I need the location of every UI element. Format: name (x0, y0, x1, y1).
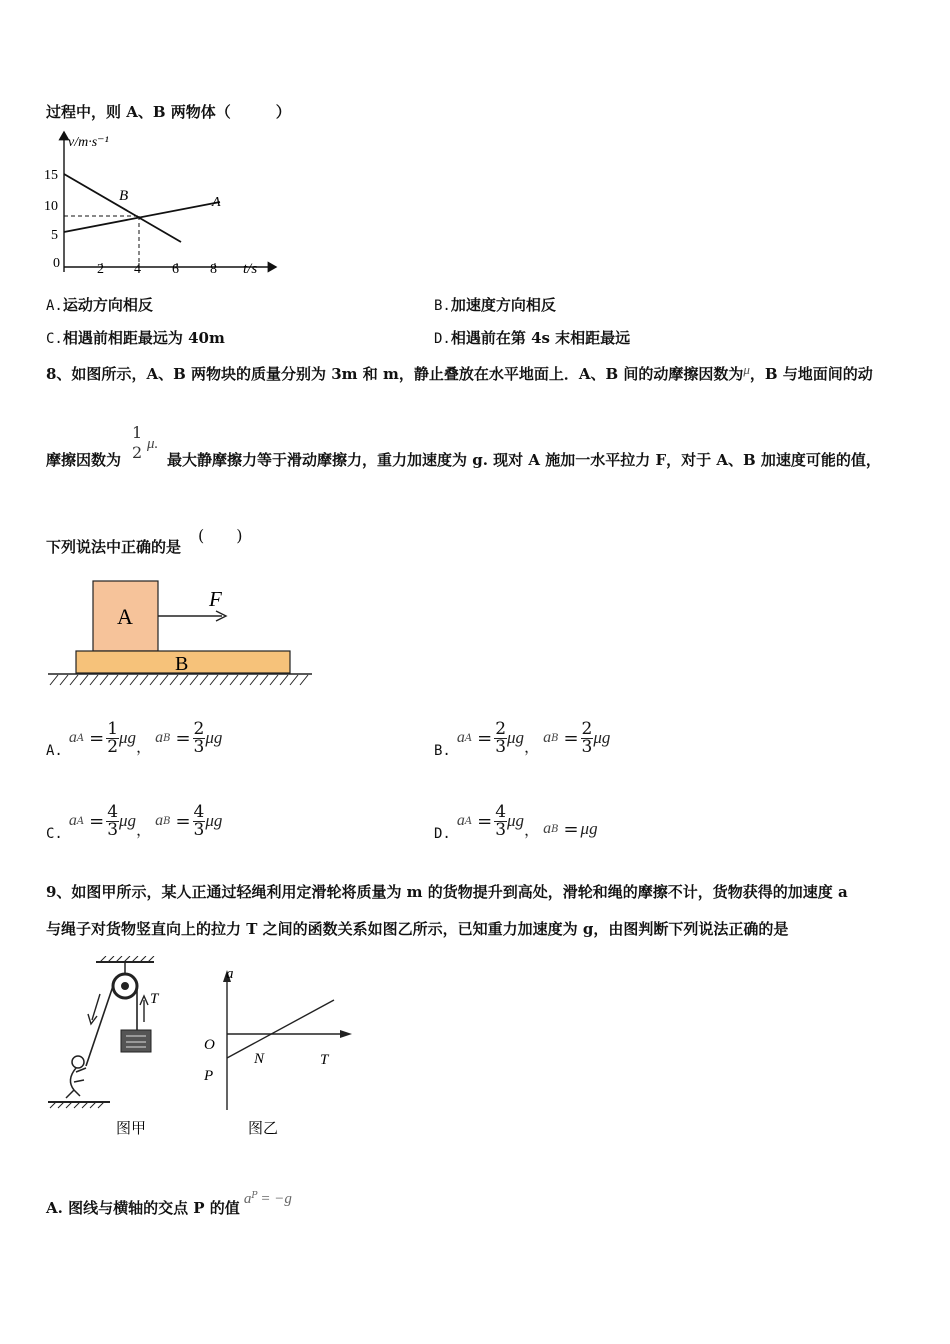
caption-yi: 图乙 (248, 1121, 279, 1137)
q7-ytick-10: 10 (44, 199, 58, 214)
mu-symbol: μ (743, 362, 750, 377)
yi-x-label: T (320, 1052, 329, 1068)
q7-xtick-2: 2 (97, 262, 104, 277)
block-b-label: B (175, 653, 189, 675)
q9-stem-line1: 9、如图甲所示，某人正通过轻绳利用定滑轮将质量为 m 的货物提升到高处，滑轮和绳的摩擦不计，货物获得的加速度 a (46, 883, 848, 901)
q8-blocks-figure (44, 578, 319, 690)
q8-stem-line1: 8、如图所示，A、B 两物块的质量分别为 3m 和 m，静止叠放在水平地面上．A、B 间的动摩擦因数为μ，B 与地面间的动 (46, 362, 873, 383)
tension-label: T (150, 991, 159, 1007)
q7-y-label: v/m·s⁻¹ (68, 135, 109, 150)
person-body (66, 1068, 86, 1098)
motion-arrow (92, 994, 100, 1020)
yi-origin: O (204, 1037, 215, 1053)
block-a-label: A (117, 604, 133, 629)
q7-label-a: A (212, 195, 221, 210)
q8-option-b[interactable]: B. a A = $\frac{2}{3}$ μg ， a B = $\frac{2}{3}$ μg (434, 718, 611, 759)
q8-half-mu: μ. (147, 436, 159, 452)
q8-half-fraction: 1 2 (132, 423, 143, 462)
cargo (121, 1030, 151, 1052)
q8-answer-paren: ( ) (198, 526, 243, 545)
q7-velocity-time-graph (40, 128, 280, 278)
q8-stem-line3: 下列说法中正确的是 (46, 538, 182, 556)
caption-jia: 图甲 (116, 1121, 147, 1137)
q7-xtick-6: 6 (172, 262, 179, 277)
q9-option-a[interactable]: A. 图线与横轴的交点 P 的值 a P = −g (46, 1191, 292, 1217)
ground-hatch (50, 675, 308, 685)
q7-option-c[interactable]: C.相遇前相距最远为 40m (46, 329, 225, 347)
q7-ytick-5: 5 (51, 228, 58, 243)
person-head (72, 1056, 84, 1068)
q8-option-a[interactable]: A. a A = $\frac{1}{2}$ μg ， a B = $\frac{2}{3}$ μg (46, 718, 223, 759)
q7-option-b[interactable]: B.加速度方向相反 (434, 296, 556, 314)
q8-stem-line2: 摩擦因数为 (46, 451, 122, 469)
q7-line-b (64, 174, 181, 242)
q8-stem-line2-tail: 最大静摩擦力等于滑动摩擦力，重力加速度为 g. 现对 A 施加一水平拉力 F，对于 A、B 加速度可能的值， (167, 451, 881, 469)
yi-point-p: P (204, 1068, 214, 1084)
q7-ytick-15: 15 (44, 168, 58, 183)
q7-x-label: t/s (243, 261, 258, 277)
q7-ytick-0: 0 (53, 256, 60, 271)
force-label: F (209, 587, 222, 611)
q7-xtick-4: 4 (134, 262, 141, 277)
q8-option-c[interactable]: C. a A = $\frac{4}{3}$ μg ， a B = $\frac{4}{3}$ μg (46, 801, 223, 842)
q7-stem-tail: 过程中，则 A、B 两物体（ ） (46, 103, 291, 121)
q8-option-d[interactable]: D. a A = $\frac{4}{3}$ μg ， a B = μg (434, 801, 598, 842)
q7-xtick-8: 8 (210, 262, 217, 277)
q7-line-a (64, 202, 220, 232)
q7-label-b: B (119, 188, 129, 204)
yi-line (227, 1000, 334, 1058)
q9-figure-yi (196, 960, 356, 1140)
yi-y-label: a (226, 966, 234, 982)
q9-stem-line2: 与绳子对货物竖直向上的拉力 T 之间的函数关系如图乙所示，已知重力加速度为 g，由图判断下列说法正确的是 (46, 920, 789, 938)
q9-figure-jia (44, 956, 174, 1141)
q7-option-a[interactable]: A.运动方向相反 (46, 296, 153, 314)
yi-point-n: N (254, 1051, 265, 1067)
q7-option-d[interactable]: D.相遇前在第 4s 末相距最远 (434, 329, 631, 347)
